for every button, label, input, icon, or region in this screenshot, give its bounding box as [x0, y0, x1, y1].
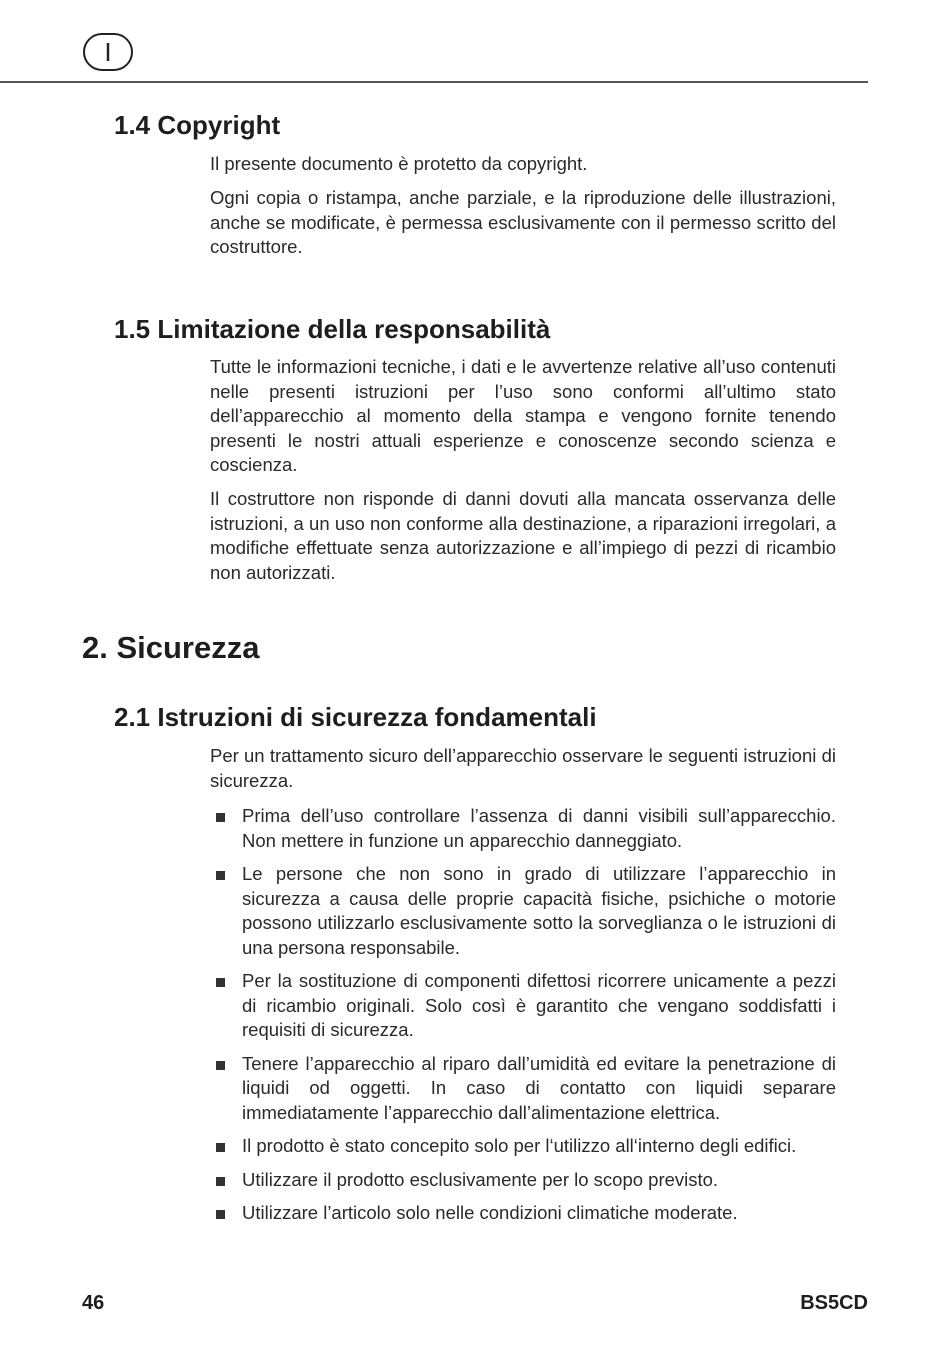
- footer-model-name: BS5CD: [800, 1292, 868, 1314]
- header-divider: [0, 81, 868, 83]
- language-badge: I: [83, 33, 133, 71]
- copyright-paragraph-1: Il presente documento è protetto da copyright.: [210, 153, 588, 174]
- list-item: [210, 862, 836, 960]
- list-item-text: Per la sostituzione di componenti difettosi ricorrere unicamente a pezzi di ricambio originali. Solo così è garantito che vengano soddisfatti i requisiti di sicurezza.: [242, 970, 836, 1040]
- copyright-paragraph-2: Ogni copia o ristampa, anche parziale, e la riproduzione delle illustrazioni, anche se modificate, è permessa esclusivamente con il permesso scritto del costruttore.: [210, 187, 836, 257]
- list-item: [210, 1134, 836, 1159]
- list-item-text: Il prodotto è stato concepito solo per l‘utilizzo all‘interno degli edifici.: [242, 1135, 797, 1156]
- footer-page-number: 46: [82, 1292, 105, 1314]
- list-item-text: Tenere l’apparecchio al riparo dall’umidità ed evitare la penetrazione di liquidi od oggetti. In caso di contatto con liquidi separare immediatamente l’apparecchio dall’alimentazione elettrica.: [242, 1052, 836, 1123]
- chapter-title-safety: 2. Sicurezza: [82, 630, 260, 665]
- square-bullet-icon: [216, 1210, 225, 1219]
- section-title-liability: 1.5 Limitazione della responsabilità: [114, 314, 551, 344]
- section-title-safety-instructions: 2.1 Istruzioni di sicurezza fondamentali: [114, 702, 597, 732]
- square-bullet-icon: [216, 1061, 225, 1070]
- square-bullet-icon: [216, 1177, 225, 1186]
- square-bullet-icon: [216, 978, 225, 987]
- liability-paragraph-1: Tutte le informazioni tecniche, i dati e le avvertenze relative all’uso contenuti nelle presenti istruzioni per l’uso sono conformi all’ultimo stato dell’apparecchio al momento della stampa e vengono fornite tenendo presenti le nostri attuali esperienze e conoscenze secondo scienza e coscienza.: [210, 356, 836, 475]
- list-item-text: Utilizzare il prodotto esclusivamente per lo scopo previsto.: [242, 1168, 719, 1190]
- square-bullet-icon: [216, 871, 225, 880]
- list-item-text: Utilizzare l’articolo solo nelle condizioni climatiche moderate.: [242, 1202, 738, 1223]
- list-item: [210, 1201, 836, 1226]
- safety-intro: Per un trattamento sicuro dell’apparecchio osservare le seguenti istruzioni di sicurezza.: [210, 745, 836, 791]
- square-bullet-icon: [216, 813, 225, 822]
- list-item-text: Prima dell’uso controllare l’assenza di danni visibili sull’apparecchio. Non mettere in funzione un apparecchio danneggiato.: [242, 805, 836, 851]
- list-item: [210, 1168, 836, 1193]
- liability-paragraph-2: Il costruttore non risponde di danni dovuti alla mancata osservanza delle istruzioni, a un uso non conforme alla destinazione, a riparazioni irregolari, a modifiche effettuate senza autorizzazione e all’impiego di pezzi di ricambio non autorizzati.: [210, 488, 836, 583]
- safety-bullet-list: [210, 804, 836, 1235]
- list-item: [210, 804, 836, 853]
- list-item: [210, 969, 836, 1043]
- list-item: [210, 1052, 836, 1126]
- section-title-copyright: 1.4 Copyright: [114, 110, 281, 140]
- square-bullet-icon: [216, 1143, 225, 1152]
- list-item-text: Le persone che non sono in grado di utilizzare l’apparecchio in sicurezza a causa delle proprie capacità fisiche, psichiche o motorie possono utilizzarlo esclusivamente sotto la sorveglianza o le istruzioni di una persona responsabile.: [242, 863, 836, 958]
